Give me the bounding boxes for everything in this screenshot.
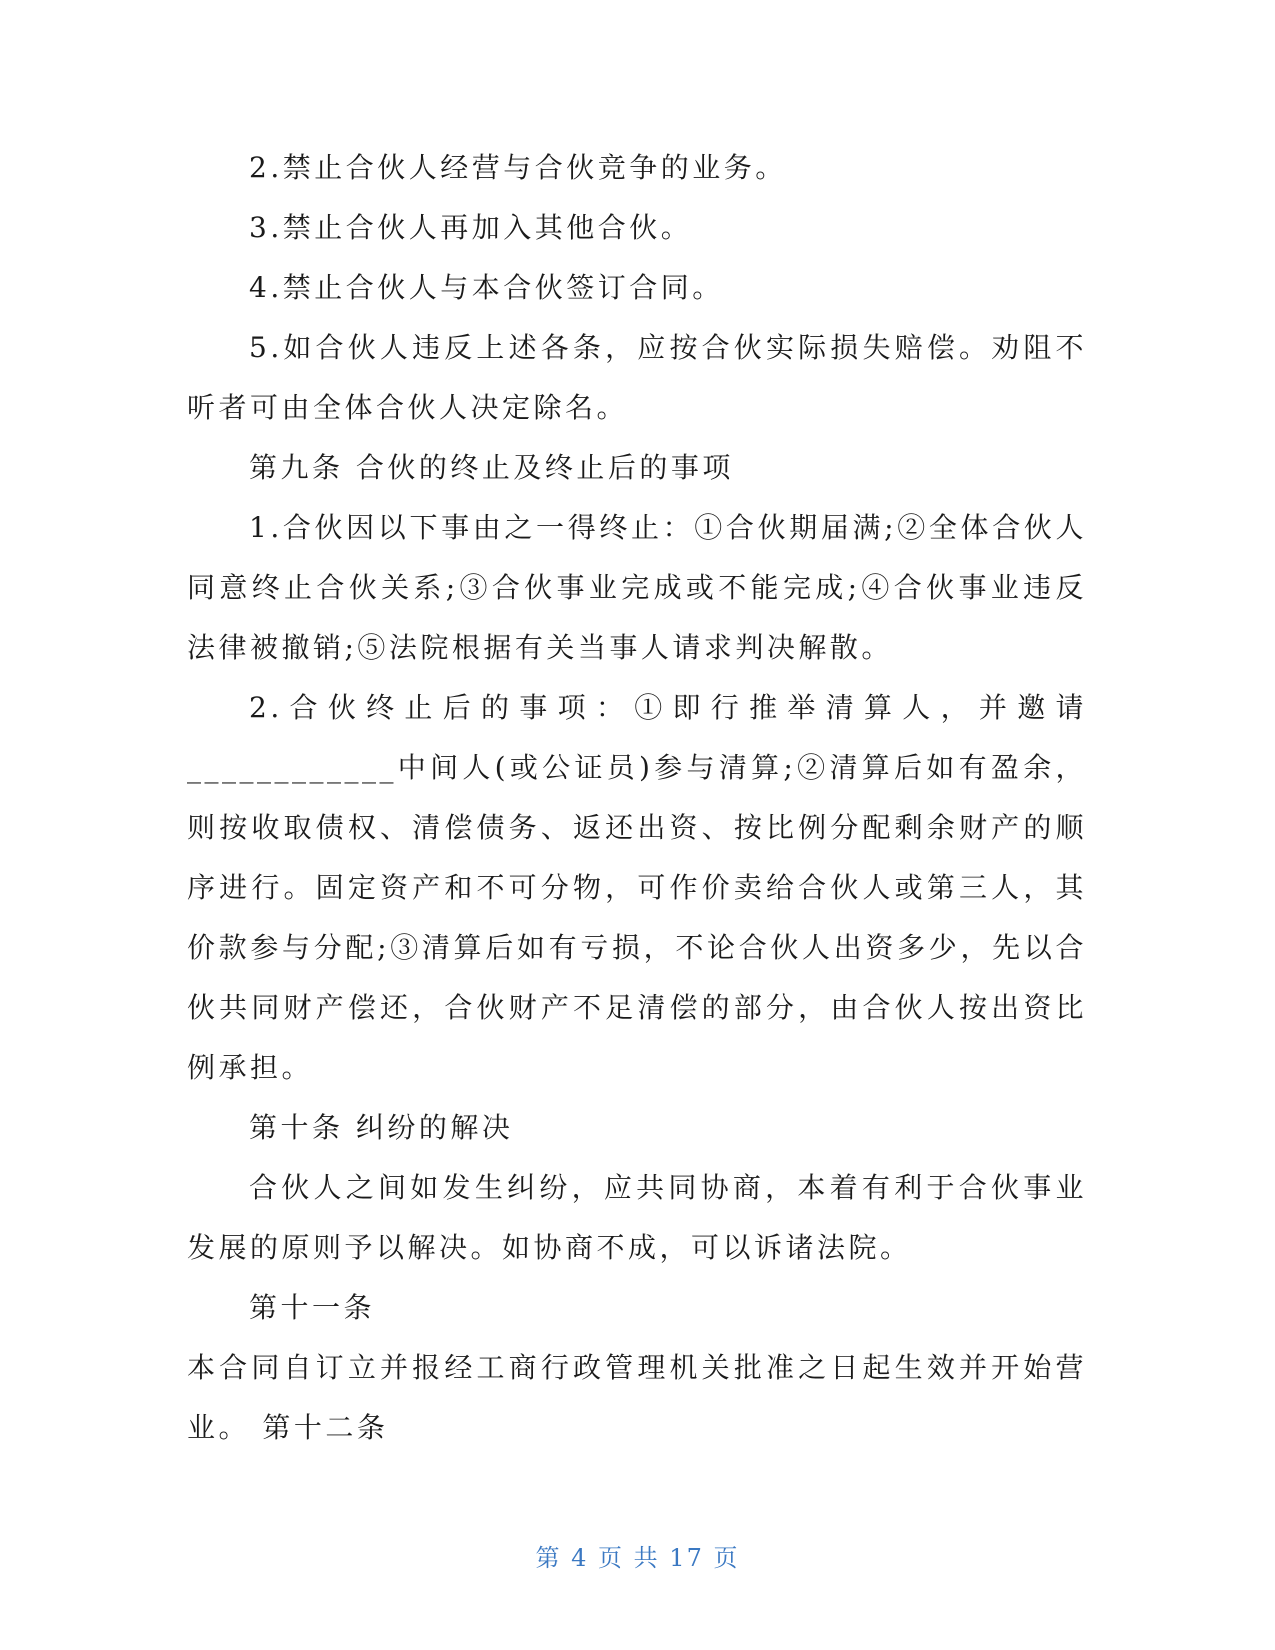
paragraph-item-4: 4.禁止合伙人与本合伙签订合同。 (249, 271, 724, 304)
page-footer: 第 4 页 共 17 页 (535, 1544, 740, 1572)
post-termination-matters: 2.合伙终止后的事项：①即行推举清算人，并邀请____________中间人(或公证员)参与清算;②清算后如有盈余，则按收取债权、清偿债务、返还出资、按比例分配剩余财产的顺序进行。固定资产和不可分物，可作价卖给合伙人或第三人，其价款参与分配;③清算后如有亏损，不论合伙人出资多少，先以合伙共同财产偿还，合伙财产不足清偿的部分，由合伙人按出资比例承担。 (187, 691, 1087, 1084)
termination-reasons: 1.合伙因以下事由之一得终止：①合伙期届满;②全体合伙人同意终止合伙关系;③合伙事业完成或不能完成;④合伙事业违反法律被撤销;⑤法院根据有关当事人请求判决解散。 (187, 511, 1087, 664)
paragraph-item-2: 2.禁止合伙人经营与合伙竞争的业务。 (249, 151, 787, 184)
article-11-heading: 第十一条 (249, 1291, 376, 1324)
article-10-heading: 第十条 纠纷的解决 (249, 1111, 514, 1144)
effective-clause: 本合同自订立并报经工商行政管理机关批准之日起生效并开始营业。 第十二条 (187, 1351, 1087, 1444)
dispute-resolution: 合伙人之间如发生纠纷，应共同协商，本着有利于合伙事业发展的原则予以解决。如协商不成，可以诉诸法院。 (187, 1171, 1087, 1264)
paragraph-item-5: 5.如合伙人违反上述各条，应按合伙实际损失赔偿。劝阻不听者可由全体合伙人决定除名。 (187, 331, 1087, 424)
document-body (187, 138, 1087, 1458)
paragraph-item-3: 3.禁止合伙人再加入其他合伙。 (249, 211, 693, 244)
article-9-heading: 第九条 合伙的终止及终止后的事项 (249, 451, 734, 484)
